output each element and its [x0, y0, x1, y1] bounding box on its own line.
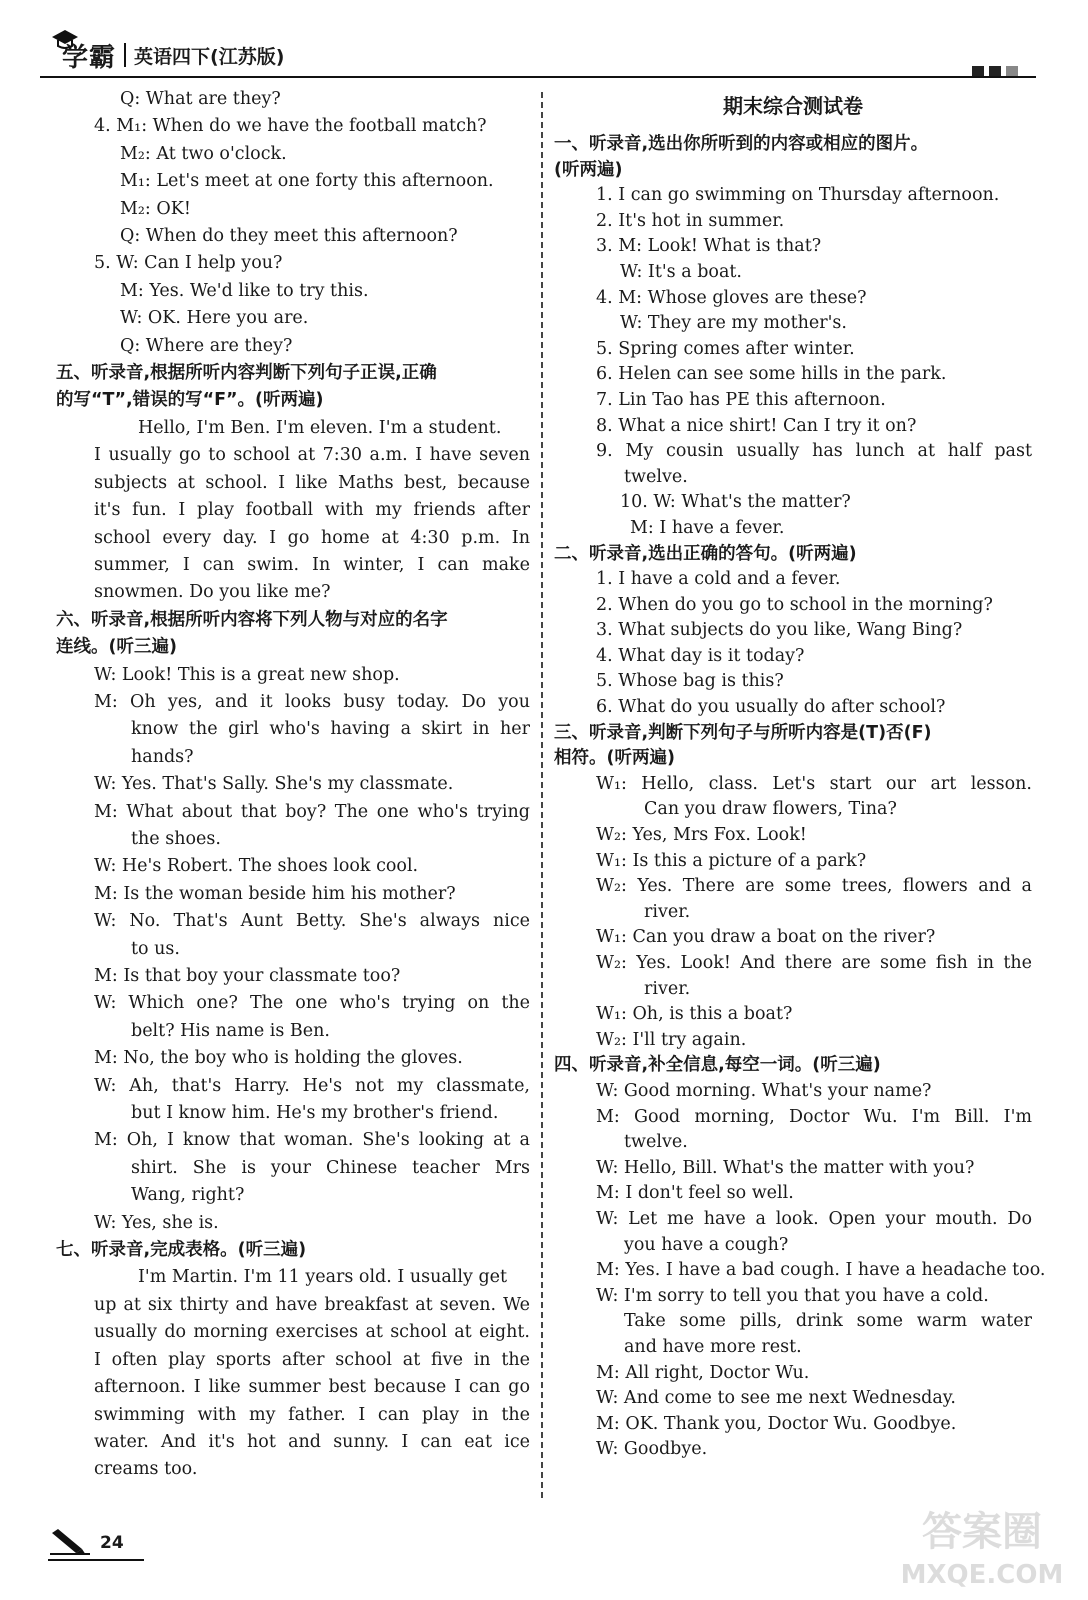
graduation-cap-icon — [50, 28, 80, 50]
text-line: M: Yes. We'd like to try this. — [120, 280, 369, 301]
text-line: subjects at school. I like Maths best, because — [94, 472, 530, 493]
text-line: W: Look! This is a great new shop. — [94, 664, 400, 685]
text-line: Take some pills, drink some warm water — [624, 1311, 1032, 1332]
text-line: 4. M₁: When do we have the football match? — [94, 116, 487, 137]
text-line: W: And come to see me next Wednesday. — [596, 1388, 956, 1409]
text-line: Q: What are they? — [120, 89, 281, 109]
text-line: know the girl who's having a skirt in her — [131, 719, 530, 740]
text-line: M: No, the boy who is holding the gloves. — [94, 1048, 463, 1069]
text-line: W: OK. Here you are. — [120, 308, 309, 329]
text-line: W: Yes, she is. — [94, 1212, 219, 1233]
text-line: W: Yes. That's Sally. She's my classmate. — [94, 774, 454, 795]
text-line: usually do morning exercises at school at eight. — [94, 1322, 530, 1343]
text-line: creams too. — [94, 1459, 198, 1480]
text-line: you have a cough? — [624, 1234, 789, 1255]
text-line: Q: Where are they? — [120, 335, 293, 356]
text-line: 4. What day is it today? — [596, 645, 805, 666]
text-line: I usually go to school at 7:30 a.m. I have seven — [94, 445, 530, 466]
text-line: twelve. — [624, 1132, 688, 1153]
text-line: 8. What a nice shirt! Can I try it on? — [596, 415, 917, 436]
text-line: W₁: Hello, class. Let's start our art lesson. — [596, 773, 1032, 794]
question-heading: 六、听录音,根据所听内容将下列人物与对应的名字 — [56, 609, 448, 630]
text-line: W: Hello, Bill. What's the matter with you? — [596, 1157, 975, 1178]
header-separator — [124, 43, 126, 67]
text-line: shirt. She is your Chinese teacher Mrs — [131, 1157, 530, 1178]
text-line: M: Is the woman beside him his mother? — [94, 883, 456, 904]
text-line: W: Which one? The one who's trying on the — [94, 993, 530, 1014]
text-line: W₁: Can you draw a boat on the river? — [596, 927, 936, 948]
text-line: Hello, I'm Ben. I'm eleven. I'm a student. — [138, 417, 502, 438]
text-line: 5. W: Can I help you? — [94, 253, 283, 274]
text-line: 1. I can go swimming on Thursday afternoon. — [596, 185, 1000, 206]
text-line: W: He's Robert. The shoes look cool. — [94, 856, 419, 877]
text-line: Q: When do they meet this afternoon? — [120, 226, 458, 247]
text-line: M: Good morning, Doctor Wu. I'm Bill. I'm — [596, 1106, 1032, 1127]
text-line: M: Oh, I know that woman. She's looking at a — [94, 1130, 530, 1151]
question-heading: 四、听录音,补全信息,每空一词。(听三遍) — [554, 1055, 881, 1076]
text-line: Wang, right? — [131, 1185, 245, 1206]
text-line: but I know him. He's my brother's friend. — [131, 1103, 499, 1124]
text-line: M: I have a fever. — [630, 517, 785, 538]
text-line: 5. Spring comes after winter. — [596, 338, 855, 359]
text-line: W: They are my mother's. — [620, 313, 847, 334]
text-line: 9. My cousin usually has lunch at half past — [596, 441, 1032, 462]
text-line: M: Is that boy your classmate too? — [94, 966, 401, 986]
text-line: W: I'm sorry to tell you that you have a cold. — [596, 1285, 989, 1306]
text-line: 4. M: Whose gloves are these? — [596, 287, 867, 308]
text-line: water. And it's hot and sunny. I can eat ice — [94, 1431, 530, 1452]
text-line: W₂: Yes. There are some trees, flowers and a — [596, 876, 1032, 897]
column-divider — [541, 92, 543, 1498]
question-heading: (听两遍) — [554, 159, 623, 180]
page-footer — [48, 1525, 144, 1565]
page-header — [40, 30, 1036, 80]
pencil-icon — [48, 1527, 92, 1557]
text-line: swimming with my father. I can play in the — [94, 1404, 530, 1425]
text-line: twelve. — [624, 466, 688, 487]
footer-rule — [48, 1559, 144, 1561]
text-line: hands? — [131, 746, 194, 767]
text-line: M: I don't feel so well. — [596, 1183, 794, 1204]
book-title: 英语四下(江苏版) — [134, 45, 285, 68]
text-line: summer, I can swim. In winter, I can make — [94, 554, 530, 575]
question-heading: 的写“T”,错误的写“F”。(听两遍) — [56, 390, 324, 411]
text-line: W₂: Yes. Look! And there are some fish in the — [596, 953, 1032, 973]
text-line: and have more rest. — [624, 1336, 802, 1357]
text-line: M: All right, Doctor Wu. — [596, 1362, 810, 1383]
left-column — [56, 86, 530, 1484]
text-line: to us. — [131, 938, 180, 959]
text-line: belt? His name is Ben. — [131, 1020, 330, 1041]
text-line: M₂: OK! — [120, 198, 191, 219]
question-heading: 相符。(听两遍) — [554, 748, 675, 769]
text-line: 1. I have a cold and a fever. — [596, 569, 841, 590]
text-line: river. — [644, 901, 691, 922]
text-line: W: Goodbye. — [596, 1439, 708, 1460]
text-line: 6. What do you usually do after school? — [596, 697, 946, 718]
text-line: M: Oh yes, and it looks busy today. Do you — [94, 691, 530, 712]
text-line: I'm Martin. I'm 11 years old. I usually get — [138, 1267, 508, 1288]
text-line: snowmen. Do you like me? — [94, 582, 331, 603]
text-line: 3. What subjects do you like, Wang Bing? — [596, 620, 963, 641]
text-line: W₁: Oh, is this a boat? — [596, 1004, 793, 1025]
watermark-url: MXQE.COM — [900, 1560, 1064, 1590]
text-line: I often play sports after school at five in the — [94, 1349, 530, 1370]
brand-logo — [62, 38, 284, 72]
question-heading: 七、听录音,完成表格。(听三遍) — [56, 1240, 307, 1261]
text-line: river. — [644, 978, 691, 999]
text-line: 7. Lin Tao has PE this afternoon. — [596, 389, 886, 410]
header-rule — [40, 76, 1036, 78]
text-line: 6. Helen can see some hills in the park. — [596, 364, 947, 385]
question-heading: 三、听录音,判断下列句子与所听内容是(T)否(F) — [554, 722, 932, 743]
text-line: W₂: I'll try again. — [596, 1029, 747, 1050]
text-line: W: Let me have a look. Open your mouth. Do — [596, 1208, 1032, 1229]
question-heading: 连线。(听三遍) — [56, 637, 177, 658]
text-line: M: Yes. I have a bad cough. I have a headache too. — [596, 1260, 1046, 1281]
text-line: up at six thirty and have breakfast at seven. We — [94, 1294, 530, 1315]
text-line: W: Good morning. What's your name? — [596, 1080, 932, 1101]
text-line: the shoes. — [131, 828, 221, 849]
text-line: W: Ah, that's Harry. He's not my classmate, — [94, 1075, 530, 1096]
text-line: 2. It's hot in summer. — [596, 210, 785, 231]
question-heading: 一、听录音,选出你所听到的内容或相应的图片。 — [554, 134, 929, 154]
question-heading: 二、听录音,选出正确的答句。(听两遍) — [554, 543, 857, 564]
text-line: 5. Whose bag is this? — [596, 671, 784, 692]
text-line: it's fun. I play football with my friends after — [94, 500, 530, 521]
text-line: afternoon. I like summer best because I can go — [94, 1377, 530, 1398]
section-title: 期末综合测试卷 — [723, 94, 863, 118]
text-line: Can you draw flowers, Tina? — [644, 799, 897, 820]
text-line: 2. When do you go to school in the morning? — [596, 594, 993, 615]
text-line: school every day. I go home at 4:30 p.m. In — [94, 527, 530, 548]
text-line: W₁: Is this a picture of a park? — [596, 850, 867, 871]
right-column — [554, 86, 1046, 1463]
page-number: 24 — [100, 1533, 124, 1553]
question-heading: 五、听录音,根据所听内容判断下列句子正误,正确 — [56, 363, 437, 384]
text-line: 10. W: What's the matter? — [620, 492, 851, 513]
text-line: M₂: At two o'clock. — [120, 143, 287, 164]
watermark-logo — [884, 1497, 1080, 1593]
text-line: W: It's a boat. — [620, 261, 742, 282]
text-line: 3. M: Look! What is that? — [596, 236, 822, 257]
brand-name: 学霸 — [62, 42, 117, 73]
text-line: M: OK. Thank you, Doctor Wu. Goodbye. — [596, 1413, 957, 1434]
text-line: W: No. That's Aunt Betty. She's always nice — [94, 911, 530, 932]
right-column-body — [554, 132, 1046, 1463]
text-line: M: What about that boy? The one who's trying — [94, 801, 530, 822]
text-line: W₂: Yes, Mrs Fox. Look! — [596, 825, 807, 846]
text-line: M₁: Let's meet at one forty this afternoon. — [120, 171, 494, 192]
watermark-text: 答案圈 — [922, 1509, 1042, 1555]
